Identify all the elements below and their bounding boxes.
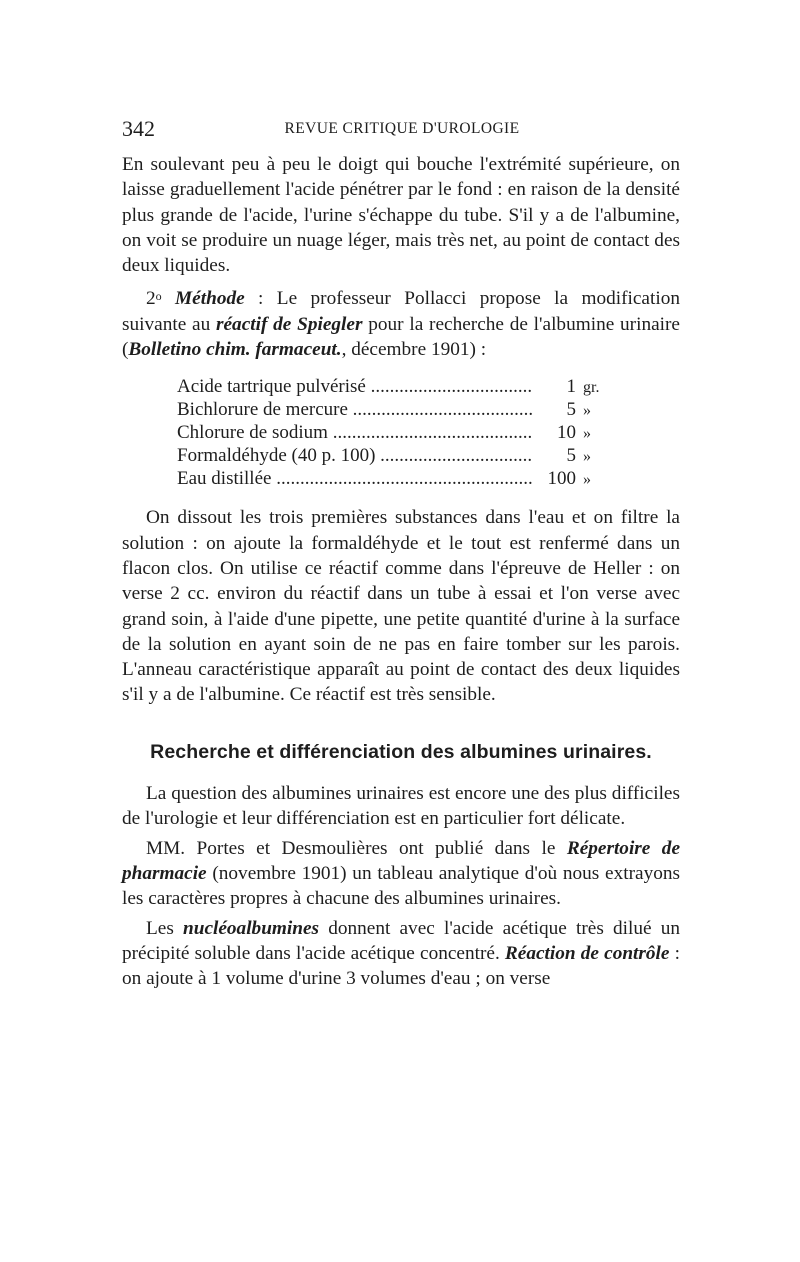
- method-label: Méthode: [175, 288, 245, 310]
- recipe-row: [177, 445, 617, 468]
- section-heading: Recherche et différenciation des albumines urinaires.: [150, 740, 652, 763]
- ingredient-name: Eau distillée .....: [177, 468, 532, 490]
- paragraph-4: La question des albumines urinaires est encore une des plus difficiles de l'urologie et leur différenciation est en particulier fort délicate.: [122, 783, 680, 830]
- reagent-name: réactif de Spiegler: [216, 313, 363, 335]
- paragraph-2: [122, 286, 680, 362]
- ingredient-name: Bichlorure de mercure .....: [177, 399, 532, 421]
- ingredient-quantity: 1: [566, 376, 576, 398]
- p2-text-1: : Le professeur Pollacci propose la modification suivante au: [122, 288, 680, 335]
- recipe-row: [177, 399, 617, 422]
- method-superscript: o: [155, 289, 162, 304]
- ingredient-quantity: 10: [557, 422, 576, 444]
- journal-title: Répertoire de pharmacie: [122, 837, 680, 884]
- control-reaction-term: Réaction de contrôle: [504, 942, 670, 964]
- paragraph-3: On dissout les trois premières substances dans l'eau et on filtre la solution : on ajoute la formaldéhyde et le tout est renfermé dans un flacon clos. On utilise ce réactif comme dans l'épreuve de Heller : on verse 2 cc. environ du réactif dans un tube à essai et l'on verse avec grand soin, à l'aide d'une pipette, une petite quantité d'urine à la surface de la solution en ayant soin de ne pas en faire tomber sur les parois. L'anneau caractéristique apparaît au point de contact des deux liquides s'il y a de l'albumine. Ce réactif est très sensible.: [122, 507, 680, 706]
- method-number: 2: [146, 288, 156, 310]
- ingredient-unit: gr.: [583, 379, 600, 397]
- nucleoalbumines-term: nucléoalbumines: [183, 917, 320, 939]
- p6-text-3: : on ajoute à 1 volume d'urine 3 volumes d'eau ; on verse: [122, 942, 681, 990]
- journal-name: Bolletino chim. farmaceut.: [128, 339, 342, 361]
- p5-text-1: MM. Portes et Desmoulières ont publié dans le: [146, 837, 567, 859]
- page-number: 342: [122, 116, 155, 141]
- ingredient-unit: »: [583, 448, 591, 466]
- running-title: REVUE CRITIQUE D'UROLOGIE: [284, 120, 520, 137]
- paragraph-5: [122, 836, 680, 912]
- ingredient-quantity: 5: [566, 399, 576, 421]
- p6-text-2: donnent avec l'acide acétique très dilué un précipité soluble dans l'acide acétique concentré.: [122, 917, 680, 964]
- p2-text-3: , décembre 1901) :: [341, 339, 487, 361]
- p5-text-2: (novembre 1901) un tableau analytique d'où nous extrayons les caractères propres à chacune des albumines urinaires.: [122, 862, 680, 910]
- recipe-row: [177, 468, 617, 491]
- p6-text-1: Les: [146, 917, 183, 939]
- ingredient-quantity: 5: [566, 445, 576, 467]
- paragraph-6: [122, 916, 680, 992]
- ingredient-name: Chlorure de sodium .....: [177, 422, 532, 444]
- ingredient-quantity: 100: [547, 468, 576, 490]
- ingredient-name: Formaldéhyde (40 p. 100) .....: [177, 445, 532, 467]
- page-body: [122, 152, 680, 991]
- ingredient-unit: »: [583, 402, 591, 420]
- paragraph-1: En soulevant peu à peu le doigt qui bouche l'extrémité supérieure, on laisse graduellement l'acide pénétrer par le fond : en raison de la densité plus grande de l'acide, l'urine s'échappe du tube. S'il y a de l'albumine, on voit se produire un nuage léger, mais très net, au point de contact des deux liquides.: [122, 154, 680, 277]
- p2-text-2: pour la recherche de l'albumine urinaire (: [122, 313, 680, 361]
- ingredient-unit: »: [583, 471, 591, 489]
- ingredient-name: Acide tartrique pulvérisé .....: [177, 376, 532, 398]
- recipe-row: [177, 422, 617, 445]
- recipe-list: [177, 376, 617, 491]
- recipe-row: [177, 376, 617, 399]
- page-header: [122, 116, 682, 146]
- ingredient-unit: »: [583, 425, 591, 443]
